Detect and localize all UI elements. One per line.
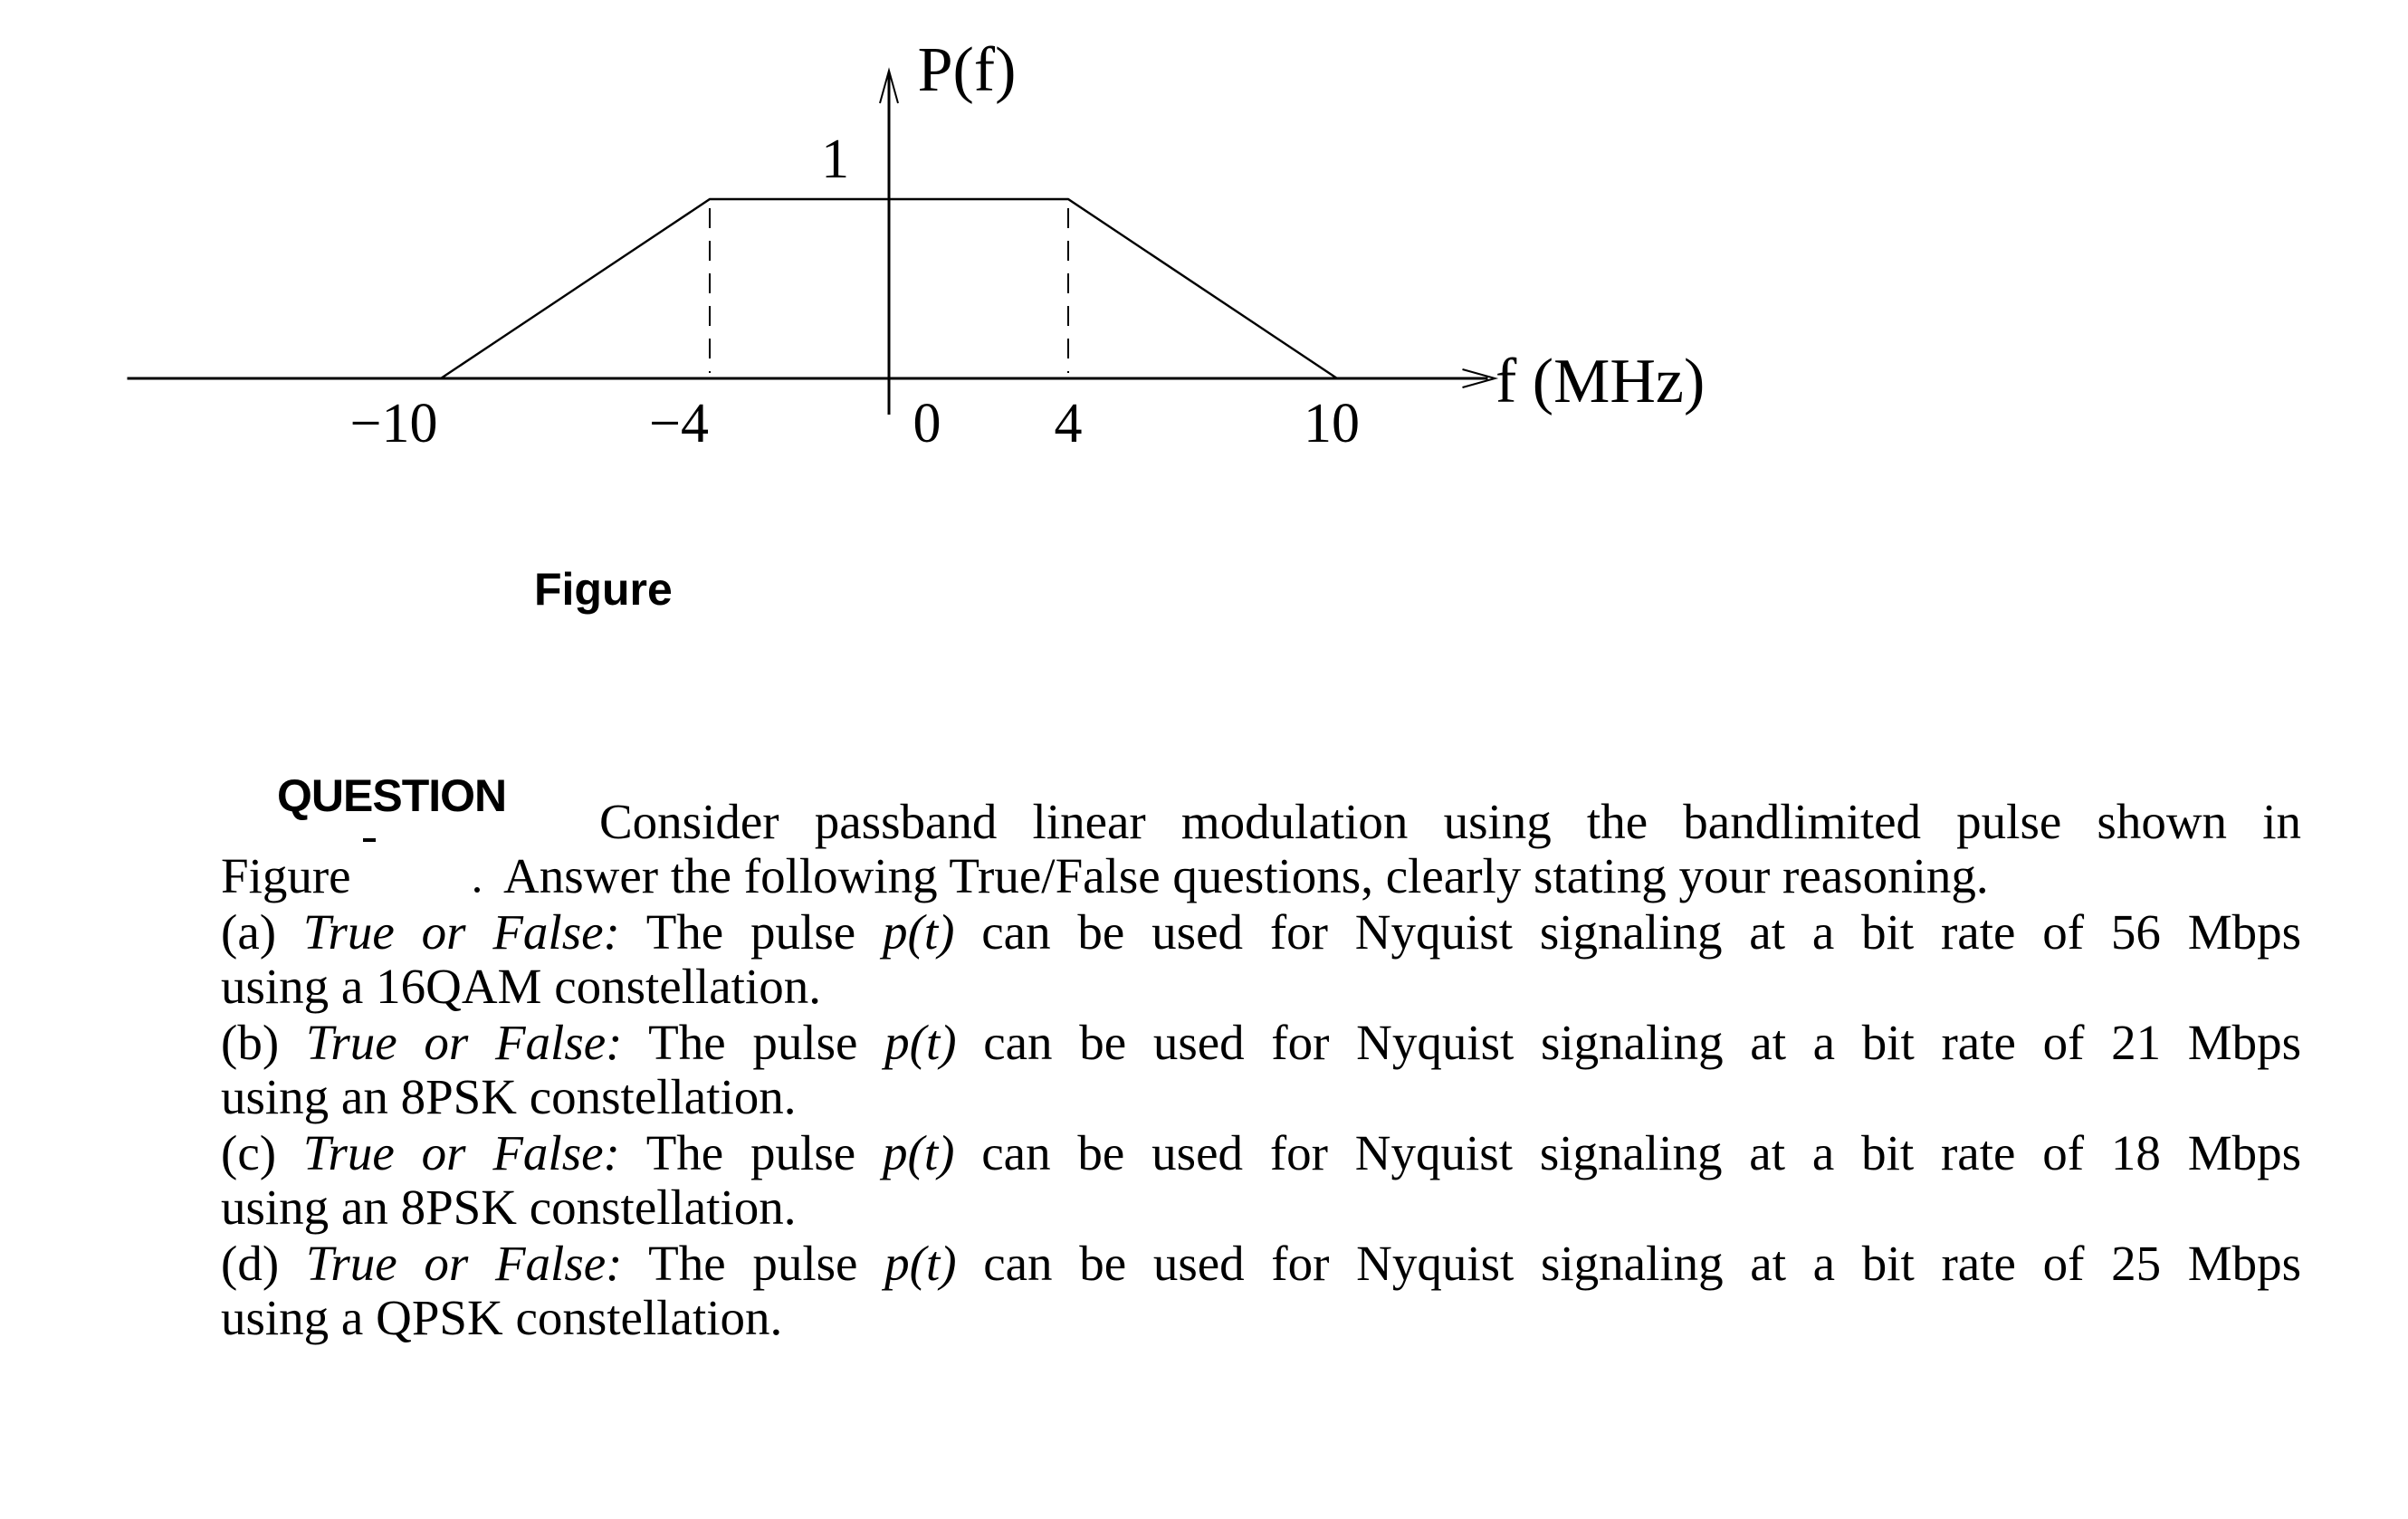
- x-tick-label: 4: [1054, 393, 1083, 454]
- question-intro-line2: Answer the following True/False questions, clearly stating your reasoning.: [503, 848, 1989, 903]
- part-letter: (b): [221, 1015, 280, 1070]
- part-letter: (c): [221, 1125, 277, 1180]
- part-b-line2: using an 8PSK constellation.: [221, 1069, 797, 1124]
- figure-caption: Figure: [534, 564, 673, 615]
- true-false-label: True or False:: [302, 1125, 620, 1180]
- part-d-line1: [221, 1236, 2302, 1291]
- true-false-label: True or False:: [305, 1015, 623, 1070]
- part-pre: The pulse: [648, 1015, 858, 1070]
- x-tick-label: 0: [913, 393, 941, 454]
- true-false-label: True or False:: [302, 904, 620, 960]
- part-d-line2: using a QPSK constellation.: [221, 1290, 783, 1345]
- part-letter: (a): [221, 904, 277, 960]
- part-pre: The pulse: [645, 1125, 856, 1180]
- part-a-line2: using a 16QAM constellation.: [221, 959, 821, 1014]
- question-label-mark: [363, 838, 376, 842]
- figure-ref-dot: [474, 887, 480, 893]
- pulse-variable: p(t): [883, 904, 955, 960]
- question-label: QUESTION: [277, 770, 507, 821]
- y-value-label: 1: [821, 129, 850, 190]
- part-letter: (d): [221, 1236, 280, 1291]
- part-b-line1: [221, 1015, 2302, 1070]
- question-intro-line1: Consider passband linear modulation using the bandlimited pulse shown in: [599, 794, 2301, 849]
- part-post: can be used for Nyquist signaling at a bit rate of 56 Mbps: [981, 904, 2302, 960]
- x-tick-label: −4: [649, 393, 709, 454]
- question-figure-ref: Figure: [221, 848, 351, 903]
- y-axis-title: P(f): [917, 35, 1017, 105]
- part-pre: The pulse: [648, 1236, 858, 1291]
- true-false-label: True or False:: [305, 1236, 623, 1291]
- pulse-variable: p(t): [884, 1015, 957, 1070]
- pulse-variable: p(t): [884, 1236, 957, 1291]
- part-post: can be used for Nyquist signaling at a bit rate of 25 Mbps: [983, 1236, 2302, 1291]
- part-c-line2: using an 8PSK constellation.: [221, 1180, 797, 1235]
- part-a-line1: [221, 904, 2302, 960]
- pulse-variable: p(t): [883, 1125, 955, 1180]
- part-post: can be used for Nyquist signaling at a bit rate of 18 Mbps: [981, 1125, 2302, 1180]
- x-tick-label: 10: [1304, 393, 1360, 454]
- x-tick-label: −10: [349, 393, 438, 454]
- x-axis-title: f (MHz): [1495, 347, 1706, 416]
- part-post: can be used for Nyquist signaling at a bit rate of 21 Mbps: [983, 1015, 2302, 1070]
- part-c-line1: [221, 1125, 2302, 1180]
- part-pre: The pulse: [645, 904, 856, 960]
